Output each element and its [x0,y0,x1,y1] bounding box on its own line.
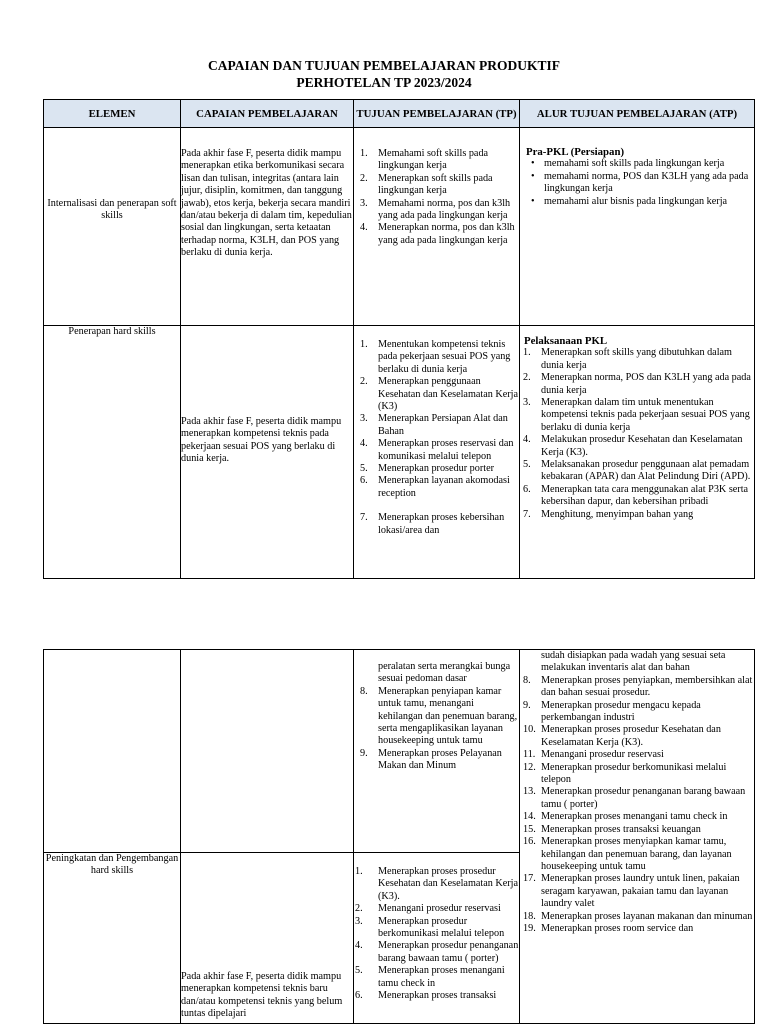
list-item [354,512,519,537]
bullet-marker: • [531,170,535,182]
list-item-text: Menentukan kompetensi teknis pada pekerjaan sesuai POS yang berlaku di dunia kerja [378,339,511,375]
list-item [524,675,754,700]
list-item-text: Menerapkan norma, POS dan K3LH yang ada pada dunia kerja [541,372,751,396]
capaian-cell [181,326,354,579]
list-item-text: memahami soft skills pada lingkungan kerja [544,158,725,170]
header-alur: ALUR TUJUAN PEMBELAJARAN (ATP) [520,100,755,128]
header-tujuan: TUJUAN PEMBELAJARAN (TP) [354,100,520,128]
list-item-text: Menerapkan proses menyiapkan kamar tamu, kehilangan dan penemuan barang, dan layanan housekeeping untuk tamu [541,836,732,872]
list-item-text: Menerapkan proses Pelayanan Makan dan Minum [378,747,502,772]
list-item [526,171,754,196]
list-number: 4. [355,940,363,952]
atp-heading: Pra-PKL (Persiapan) [526,146,625,158]
list-number: 2. [360,376,368,388]
list-number: 5. [360,463,368,475]
list-item [354,866,519,903]
list-item [354,475,519,500]
capaian-cell [181,128,354,326]
capaian-text: Pada akhir fase F, peserta didik mampu menerapkan kompetensi teknis baru dan/atau kompetensi teknis yang belum tuntas dipelajari [181,971,343,1020]
list-number: 3. [523,397,531,409]
atp-continued-text: sudah disiapkan pada wadah yang sesuai seta melakukan inventaris alat dan bahan [541,650,726,674]
tujuan-cell [354,853,520,1024]
list-item-text: Memahami soft skills pada lingkungan kerja [378,148,489,172]
list-number: 17. [523,873,536,885]
list-item-text: Menerapkan proses menangani tamu check in [378,965,505,989]
list-item [524,700,754,725]
list-item-text: Menerapkan prosedur penanganan barang bawaan tamu ( porter) [378,940,519,964]
list-item-text: Menangani prosedur reservasi [378,903,501,915]
list-item-text: Menerapkan prosedur mengacu kepada perkembangan industri [541,699,701,724]
list-item-text: Menerapkan proses transaksi [378,990,497,1002]
tujuan-cell [354,326,520,579]
list-item-text: Memahami norma, pos dan k3lh yang ada pada lingkungan kerja [378,197,511,222]
list-item [524,911,754,923]
header-capaian: CAPAIAN PEMBELAJARAN [181,100,354,128]
list-item-text: Menerapkan prosedur porter [378,463,494,475]
list-item [354,413,519,438]
list-number: 8. [360,685,368,697]
list-number: 1. [355,866,363,877]
list-number: 15. [523,823,536,835]
list-number: 5. [355,965,363,977]
document-title [0,57,768,91]
list-item [526,158,754,170]
atp-heading: Pelaksanaan PKL [524,335,608,347]
list-number: 2. [360,172,368,184]
list-item-text: Menerapkan proses room service dan [541,922,694,934]
list-item [524,484,754,509]
list-item [524,749,754,761]
list-number: 19. [523,922,536,934]
list-item [354,990,519,1002]
list-item [524,347,754,372]
list-item [354,903,519,915]
list-item-text: Menerapkan prosedur penanganan barang bawaan tamu ( porter) [541,786,746,810]
elemen-text: Peningkatan dan Pengembangan hard skills [45,853,179,877]
list-item [354,173,519,198]
list-number: 2. [523,372,531,384]
list-number: 4. [360,222,368,234]
list-number: 3. [355,915,363,927]
tujuan-list [354,148,519,247]
list-item-text: Menerapkan proses transaksi keuangan [541,823,701,835]
list-item-text: Menerapkan penyiapan kamar untuk tamu, menangani kehilangan dan penemuan barang, serta mengaplikasikan layanan housekeeping untuk tamu [378,685,518,747]
list-item [524,923,754,935]
list-item [524,824,754,836]
header-elemen: ELEMEN [44,100,181,128]
atp-numbered-list [524,347,754,521]
list-item-text: Menerapkan soft skills pada lingkungan kerja [378,172,493,197]
list-number: 11. [523,749,536,761]
list-number: 6. [523,483,531,495]
list-number: 7. [360,512,368,524]
list-item [354,376,519,413]
list-item [524,724,754,749]
list-item [354,748,519,773]
list-item-text: memahami norma, POS dan K3LH yang ada pada lingkungan kerja [544,170,749,195]
list-item [524,836,754,873]
list-item [524,509,754,521]
list-number: 9. [360,747,368,759]
bullet-marker: • [531,195,535,207]
list-item-text: Menerapkan proses laundry untuk linen, pakaian seragam karyawan, pakaian tamu dan layanan laundry valet [541,873,740,910]
elemen-text: Penerapan hard skills [68,326,156,337]
table-row [44,326,755,579]
list-item-text: Menerapkan norma, pos dan k3lh yang ada pada lingkungan kerja [378,222,515,246]
capaian-cell [181,853,354,1024]
list-item [354,916,519,941]
list-number: 14. [523,811,536,823]
list-number: 6. [360,475,368,487]
table-row [44,128,755,326]
list-item [526,196,754,208]
list-item-text: memahami alur bisnis pada lingkungan kerja [544,195,728,207]
tujuan-cell [354,128,520,326]
atp-numbered-list [524,675,754,936]
list-item-text: Melaksanakan prosedur penggunaan alat pemadam kebakaran (APAR) dan Alat Pelindung Diri (APD). [541,459,751,483]
list-item [354,198,519,223]
list-number: 4. [523,434,531,446]
tujuan-cell [354,650,520,853]
list-number: 9. [523,699,531,711]
list-number: 1. [523,347,531,359]
list-item-text: Menerapkan dalam tim untuk menentukan kompetensi teknis pada pekerjaan sesuai POS yang berlaku di dunia kerja [541,397,750,433]
curriculum-table-page-2 [43,649,755,1024]
list-item [354,438,519,463]
list-number: 3. [360,197,368,209]
list-number: 10. [523,724,536,736]
curriculum-table-page-1 [43,99,755,579]
list-item [354,965,519,990]
list-item-text: Menerapkan proses menangani tamu check in [541,811,728,823]
list-item [524,397,754,434]
bullet-marker: • [531,158,535,170]
list-number: 12. [523,761,536,773]
elemen-cell [44,853,181,1024]
list-item [524,873,754,910]
tujuan-list [354,339,519,537]
capaian-text: Pada akhir fase F, peserta didik mampu menerapkan kompetensi teknis pada pekerjaan sesuai POS yang berlaku di dunia kerja. [181,416,342,465]
list-item-text: Menerapkan penggunaan Kesehatan dan Keselamatan Kerja (K3) [378,376,519,413]
list-item [354,940,519,965]
list-number: 4. [360,438,368,450]
list-number: 3. [360,413,368,425]
elemen-cell [44,650,181,853]
list-item [354,222,519,247]
title-line-2: PERHOTELAN TP 2023/2024 [296,75,472,90]
list-item-text: Menerapkan proses prosedur Kesehatan dan Keselamatan Kerja (K3). [378,866,519,902]
list-number: 5. [523,459,531,471]
elemen-text: Internalisasi dan penerapan soft skills [47,198,177,222]
list-number: 18. [523,910,536,922]
list-item [524,762,754,787]
list-item [354,686,519,748]
atp-bullet-list [526,158,754,208]
list-item-text: Menerapkan proses layanan makanan dan minuman [541,910,753,922]
list-item [524,372,754,397]
list-item [524,786,754,811]
list-number: 16. [523,836,536,848]
list-number: 1. [360,148,368,159]
list-item-text: Menerapkan proses kebersihan lokasi/area dan [378,512,505,536]
list-item-text: Menerapkan layanan akomodasi reception [378,475,510,499]
list-item [354,339,519,376]
list-item [524,459,754,484]
tujuan-list [354,686,519,773]
capaian-text: Pada akhir fase F, peserta didik mampu menerapkan etika berkomunikasi secara lisan dan tulisan, integritas (antara lain jujur, disiplin, komitmen, dan tanggung jawab), etos kerja, bekerja secara mandiri dan/atau bekerja di dalam tim, kepedulian sosial dan lingkungan, serta ketaatan terhadap norma, K3LH, dan POS yang berlaku di dunia kerja. [181,148,352,259]
table-row [44,650,755,853]
list-item-text: Menangani prosedur reservasi [541,749,664,761]
list-item [354,463,519,475]
list-item-text: Menerapkan prosedur berkomunikasi melalui telepon [541,761,727,786]
list-item-text: Menerapkan prosedur berkomunikasi melalui telepon [378,915,505,940]
capaian-cell [181,650,354,853]
list-item-text: Menghitung, menyimpan bahan yang [541,508,694,520]
elemen-cell [44,128,181,326]
list-item-text: Menerapkan proses penyiapkan, membersihkan alat dan bahan sesuai prosedur. [541,674,753,699]
list-item [354,148,519,173]
list-item [524,811,754,823]
list-item-text: Melakukan prosedur Kesehatan dan Keselamatan Kerja (K3). [541,434,743,458]
list-item-text: Menerapkan Persiapan Alat dan Bahan [378,413,508,437]
list-item-text: Menerapkan soft skills yang dibutuhkan dalam dunia kerja [541,347,732,371]
list-number: 1. [360,339,368,350]
list-number: 6. [355,990,363,1002]
alur-cell [520,128,755,326]
table-header-row [44,100,755,128]
list-item-text: Menerapkan proses reservasi dan komunikasi melalui telepon [378,438,514,462]
list-number: 7. [523,508,531,520]
tujuan-list [354,866,519,1002]
alur-cell [520,650,755,1024]
list-number: 13. [523,786,536,798]
elemen-cell [44,326,181,579]
list-item-text: Menerapkan tata cara menggunakan alat P3K serta kebersihan dapur, dan kebersihan pribadi [541,483,749,508]
list-item-text: Menerapkan proses prosedur Kesehatan dan Keselamatan Kerja (K3). [541,724,721,748]
title-line-1: CAPAIAN DAN TUJUAN PEMBELAJARAN PRODUKTIF [207,58,560,73]
list-number: 8. [523,674,531,686]
tujuan-continued-text: peralatan serta merangkai bunga sesuai pedoman dasar [378,661,511,685]
alur-cell [520,326,755,579]
list-number: 2. [355,903,363,915]
list-item [524,434,754,459]
